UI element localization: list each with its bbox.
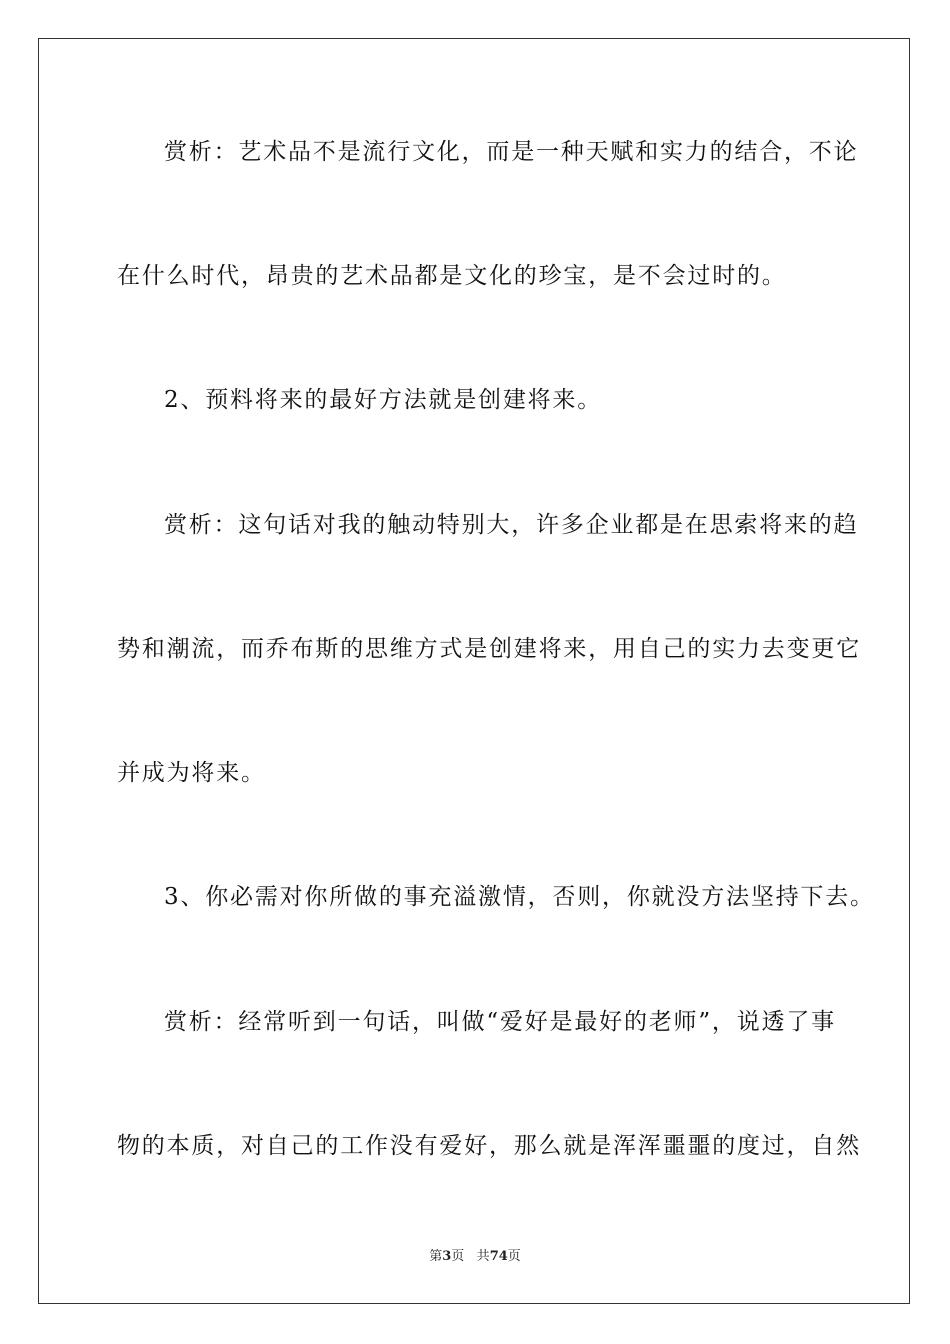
text-line-2: 在什么时代，昂贵的艺术品都是文化的珍宝，是不会过时的。 (117, 263, 787, 289)
text-line-1: 赏析：艺术品不是流行文化，而是一种天赋和实力的结合，不论 (164, 139, 859, 165)
page-border (38, 38, 910, 1304)
page-number: 3 (442, 1249, 452, 1264)
page-footer (0, 1248, 950, 1266)
text-line-5: 势和潮流，而乔布斯的思维方式是创建将来，用自己的实力去变更它 (117, 636, 861, 662)
text-line-3: 2、预料将来的最好方法就是创建将来。 (164, 387, 603, 413)
text-line-8: 赏析：经常听到一句话，叫做“爱好是最好的老师”，说透了事 (164, 1009, 836, 1035)
total-prefix: 共 (476, 1249, 490, 1264)
text-line-9: 物的本质，对自己的工作没有爱好，那么就是浑浑噩噩的度过，自然 (117, 1133, 861, 1159)
total-suffix: 页 (507, 1249, 521, 1264)
page-prefix: 第 (429, 1249, 443, 1264)
page-suffix: 页 (451, 1249, 465, 1264)
text-line-4: 赏析：这句话对我的触动特别大，许多企业都是在思索将来的趋 (164, 512, 859, 538)
total-pages: 74 (489, 1249, 508, 1264)
text-line-7: 3、你必需对你所做的事充溢激情，否则，你就没方法坚持下去。 (164, 884, 875, 910)
text-line-6: 并成为将来。 (117, 760, 266, 786)
